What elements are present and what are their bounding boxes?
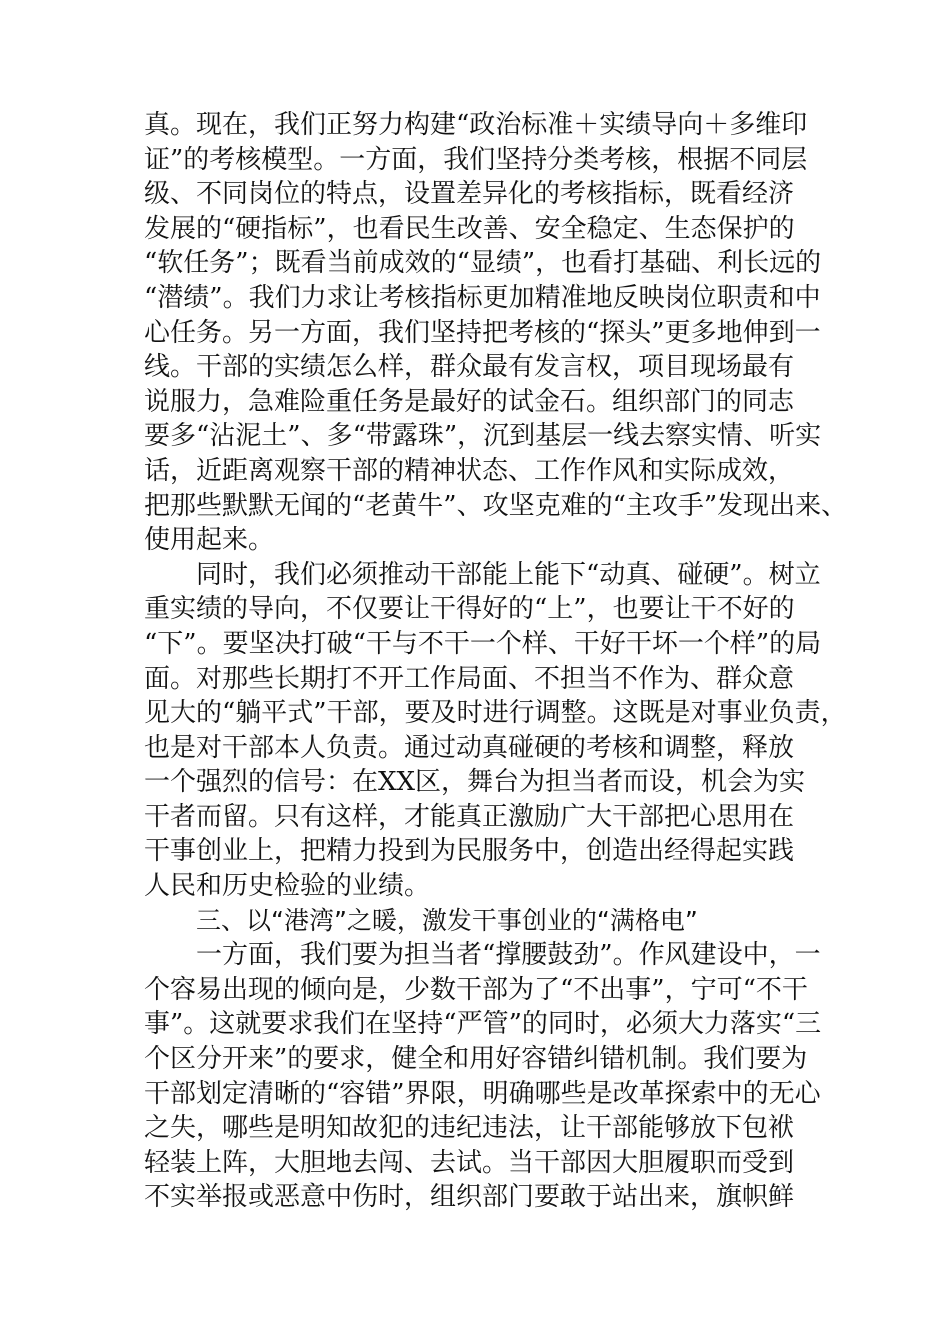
paragraph-first-line: 一方面，我们要为担当者“撑腰鼓劲”。作风建设中，一 <box>196 940 821 971</box>
body-line: 面。对那些长期打不开工作局面、不担当不作为、群众意 <box>144 663 795 694</box>
body-line: 要多“沾泥土”、多“带露珠”，沉到基层一线去察实情、听实 <box>144 421 822 452</box>
body-line: “软任务”；既看当前成效的“显绩”，也看打基础、利长远的 <box>144 248 822 279</box>
body-line: 个区分开来”的要求，健全和用好容错纠错机制。我们要为 <box>144 1044 808 1075</box>
body-line: 心任务。另一方面，我们坚持把考核的“探头”更多地伸到一 <box>144 317 821 348</box>
body-line: 之失，哪些是明知故犯的违纪违法，让干部能够放下包袱 <box>144 1113 795 1144</box>
body-line: 干事创业上，把精力投到为民服务中，创造出经得起实践 <box>144 836 795 867</box>
section-heading: 三、以“港湾”之暖，激发干事创业的“满格电” <box>196 905 698 935</box>
document-body <box>144 108 848 1215</box>
body-line: 事”。这就要求我们在坚持“严管”的同时，必须大力落实“三 <box>144 1009 822 1040</box>
body-line: 干者而留。只有这样，才能真正激励广大干部把心思用在 <box>144 801 795 832</box>
body-line: 话，近距离观察干部的精神状态、工作作风和实际成效， <box>144 455 795 486</box>
body-line: 把那些默默无闻的“老黄牛”、攻坚克难的“主攻手”发现出来、 <box>144 490 848 521</box>
body-line: 见大的“躺平式”干部，要及时进行调整。这既是对事业负责， <box>144 698 847 729</box>
body-line: 线。干部的实绩怎么样，群众最有发言权，项目现场最有 <box>144 352 795 383</box>
paragraph-first-line: 同时，我们必须推动干部能上能下“动真、碰硬”。树立 <box>196 559 821 590</box>
body-line: 人民和历史检验的业绩。 <box>144 871 431 902</box>
body-line: 真。现在，我们正努力构建“政治标准＋实绩导向＋多维印 <box>144 110 808 140</box>
body-line: 级、不同岗位的特点，设置差异化的考核指标，既看经济 <box>144 179 795 210</box>
body-line: 也是对干部本人负责。通过动真碰硬的考核和调整，释放 <box>144 732 795 763</box>
body-line: 证”的考核模型。一方面，我们坚持分类考核，根据不同层 <box>144 144 808 175</box>
body-line: 轻装上阵，大胆地去闯、去试。当干部因大胆履职而受到 <box>144 1147 795 1178</box>
body-line: 不实举报或恶意中伤时，组织部门要敢于站出来，旗帜鲜 <box>144 1182 795 1213</box>
body-line: “下”。要坚决打破“干与不干一个样、干好干坏一个样”的局 <box>144 628 822 659</box>
body-line: 使用起来。 <box>144 525 275 556</box>
body-line: 个容易出现的倾向是，少数干部为了“不出事”，宁可“不干 <box>144 974 808 1005</box>
body-line: 说服力，急难险重任务是最好的试金石。组织部门的同志 <box>144 386 795 417</box>
body-line: 干部划定清晰的“容错”界限，明确哪些是改革探索中的无心 <box>144 1078 821 1109</box>
body-line: 发展的“硬指标”，也看民生改善、安全稳定、生态保护的 <box>144 213 795 244</box>
body-line: 重实绩的导向，不仅要让干得好的“上”，也要让干不好的 <box>144 594 795 625</box>
body-line: “潜绩”。我们力求让考核指标更加精准地反映岗位职责和中 <box>144 282 821 313</box>
body-line: 一个强烈的信号：在XX区，舞台为担当者而设，机会为实 <box>144 767 806 798</box>
